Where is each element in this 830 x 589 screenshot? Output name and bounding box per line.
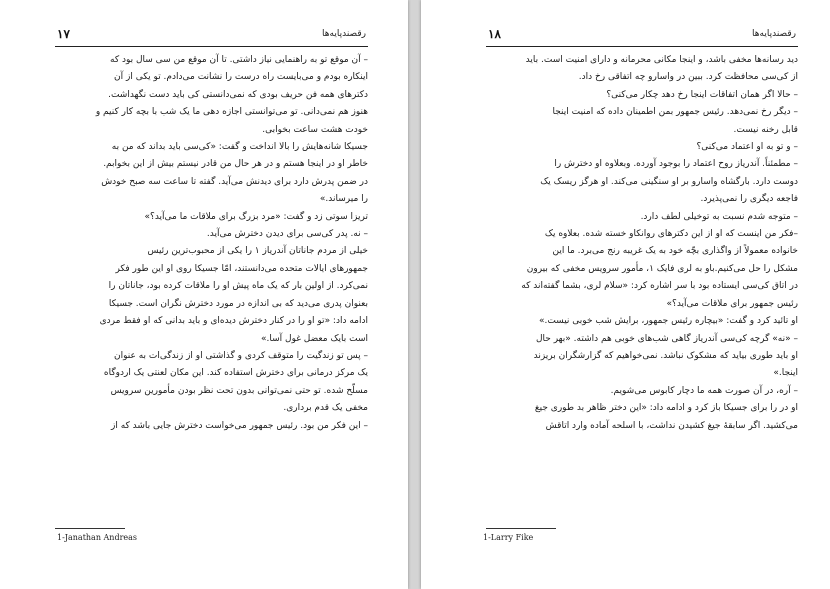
text-line: هنوز هم نمی‌دانی. تو می‌توانستی اجازه دهی ما یک شب با بچه کار کنیم و bbox=[95, 107, 368, 118]
left-page bbox=[0, 0, 408, 589]
body-text bbox=[486, 52, 798, 435]
footnote-divider bbox=[55, 528, 125, 529]
text-line: او باید طوری بیاید که مشکوک نباشد. نمی‌خواهیم که گزارشگران بریزند bbox=[533, 350, 798, 361]
running-title: رقصندپایه‌ها bbox=[752, 29, 796, 39]
footnote: 1-Janathan Andreas bbox=[57, 533, 138, 542]
running-title: رقصندپایه‌ها bbox=[322, 29, 366, 39]
text-line: – «نه» گرچه کی‌سی آندریاز گاهی شب‌های خوبی هم داشته. «بهر حال bbox=[535, 333, 798, 344]
text-line: مسلّح شده. تو حتی نمی‌توانی بدون تحت نظر بودن مأمورین سرویس bbox=[110, 385, 368, 396]
text-line: از کی‌سی محافظت کرد. ببین در واسارو چه اتفاقی رخ داد. bbox=[578, 72, 798, 83]
text-line: خاطر او در اینجا هستم و در هر حال من قادر نیستم بیش از این بخوابم. bbox=[103, 159, 368, 170]
text-line: جمهورهای ایالات متحده می‌دانستند، امّا جسیکا روی او این طور فکر bbox=[115, 263, 368, 274]
text-line: – دیگر رخ نمی‌دهد. رئیس جمهور بمن اطمینان داده که امنیت اینجا bbox=[552, 107, 798, 118]
text-line: در اتاق کی‌سی ایستاده بود با سر اشاره کرد: «سلام لری، بشما گفته‌اند که bbox=[521, 281, 798, 292]
text-line: –فکر من اینست که او از این دکترهای روانکاو خسته شده. بعلاوه یک bbox=[544, 229, 798, 240]
text-line: – آن موقع تو به راهنمایی نیاز داشتی. تا آن موقع من سی سال بود که bbox=[110, 55, 368, 65]
page-number: ۱۸ bbox=[488, 27, 501, 41]
text-line: در ضمن پدرش دارد برای دیدنش می‌آید. گفته تا ساعت سه صبح خودش bbox=[101, 176, 368, 187]
text-line: دکترهای همه فن حریف بودی که نمی‌دانستی کی باید دست نگهداشت. bbox=[108, 89, 368, 100]
text-line: دید رسانه‌ها مخفی باشد، و اینجا مکانی محرمانه و دارای امنیت است. باید bbox=[525, 55, 798, 65]
text-line: تریزا سوتی زد و گفت: «مرد بزرگ برای ملاقات ما می‌آید؟» bbox=[144, 211, 368, 222]
text-line: را میرساند.» bbox=[319, 194, 368, 205]
text-line: خودت هشت ساعت بخوابی. bbox=[262, 124, 368, 135]
page-number: ۱۷ bbox=[57, 27, 70, 41]
text-line: خیلی از مردم جاناتان آندریاز ۱ را یکی از محبوب‌ترین رئیس bbox=[147, 246, 368, 257]
text-line: جسیکا شانه‌هایش را بالا انداخت و گفت: «کی‌سی باید بداند که من به bbox=[111, 142, 368, 153]
text-line: دوست دارد. بارگشاه واسارو بر او سنگینی می‌کند. او هرگز ریسک یک bbox=[540, 176, 798, 187]
text-line: او تائید کرد و گفت: «بیچاره رئیس جمهور، برایش شب خوبی نیست.» bbox=[538, 316, 798, 327]
text-line: می‌کشید. اگر سابقهٔ جیغ کشیدن نداشت، با اسلحه آماده وارد اتاقش bbox=[545, 420, 798, 431]
text-line: قابل رخنه نیست. bbox=[733, 124, 798, 135]
text-line: او در را برای جسیکا باز کرد و ادامه داد: «این دختر ظاهر بد طوری جیغ bbox=[534, 403, 798, 414]
text-line: است بایک معضل غول آسا.» bbox=[261, 333, 368, 344]
body-text bbox=[55, 52, 368, 435]
page-header bbox=[486, 26, 798, 47]
text-line: مخفی یک قدم برداری. bbox=[283, 403, 368, 414]
footnote-divider bbox=[486, 528, 556, 529]
text-line: فاجعه دیگری را نمی‌پذیرد. bbox=[700, 194, 798, 205]
text-line: نمی‌کرد. از اولین بار که یک ماه پیش او را ملاقات کرده بود، جاناتان را bbox=[108, 281, 368, 292]
text-line: خانواده معمولاً از واگذاری بچّه خود به یک غریبه رنج می‌برد. ما این bbox=[552, 246, 798, 257]
text-line: – آره، در آن صورت همه ما دچار کابوس می‌شویم. bbox=[610, 385, 798, 396]
text-line: اینکاره بودم و می‌بایست راه درست را نشانت می‌دادم. تو یکی از آن bbox=[114, 72, 368, 83]
text-line: ادامه داد: «تو او را در کنار دخترش دیده‌ای و باید بدانی که او فقط مردی bbox=[99, 316, 368, 327]
text-line: – حالا اگر همان اتفاقات اینجا رخ دهد چکار می‌کنی؟ bbox=[606, 89, 798, 100]
footnote: 1-Larry Fike bbox=[483, 533, 534, 542]
text-line: – این فکر من بود. رئیس جمهور می‌خواست دخترش جایی باشد که از bbox=[110, 420, 368, 431]
text-line: بعنوان پدری می‌دید که بی اندازه در مورد دخترش نگران است. جسیکا bbox=[108, 298, 368, 309]
text-line: یک مرکز درمانی برای دخترش استفاده کند. این مکان لعنتی یک اردوگاه bbox=[103, 368, 368, 379]
text-line: مشکل را حل می‌کنیم.باو به لری فایک ۱، مأمور سرویس مخفی که بیرون bbox=[526, 263, 798, 274]
text-line: – متوجه شدم نسبت به توخیلی لطف دارد. bbox=[640, 211, 798, 222]
text-line: – پس تو زندگیت را متوقف کردی و گذاشتی او از زندگی‌ات به عنوان bbox=[113, 350, 368, 361]
text-line: – نه. پدر کی‌سی برای دیدن دخترش می‌آید. bbox=[206, 229, 368, 240]
text-line: – و تو به او اعتماد می‌کنی؟ bbox=[696, 142, 798, 153]
page-header bbox=[55, 26, 368, 47]
right-page bbox=[421, 0, 830, 589]
text-line: اینجا.» bbox=[773, 368, 798, 379]
text-line: رئیس جمهور برای ملاقات می‌آید؟» bbox=[666, 298, 798, 309]
text-line: – مطمئناً. آندریاز روح اعتماد را بوجود آورده. وبعلاوه او دخترش را bbox=[554, 159, 798, 170]
